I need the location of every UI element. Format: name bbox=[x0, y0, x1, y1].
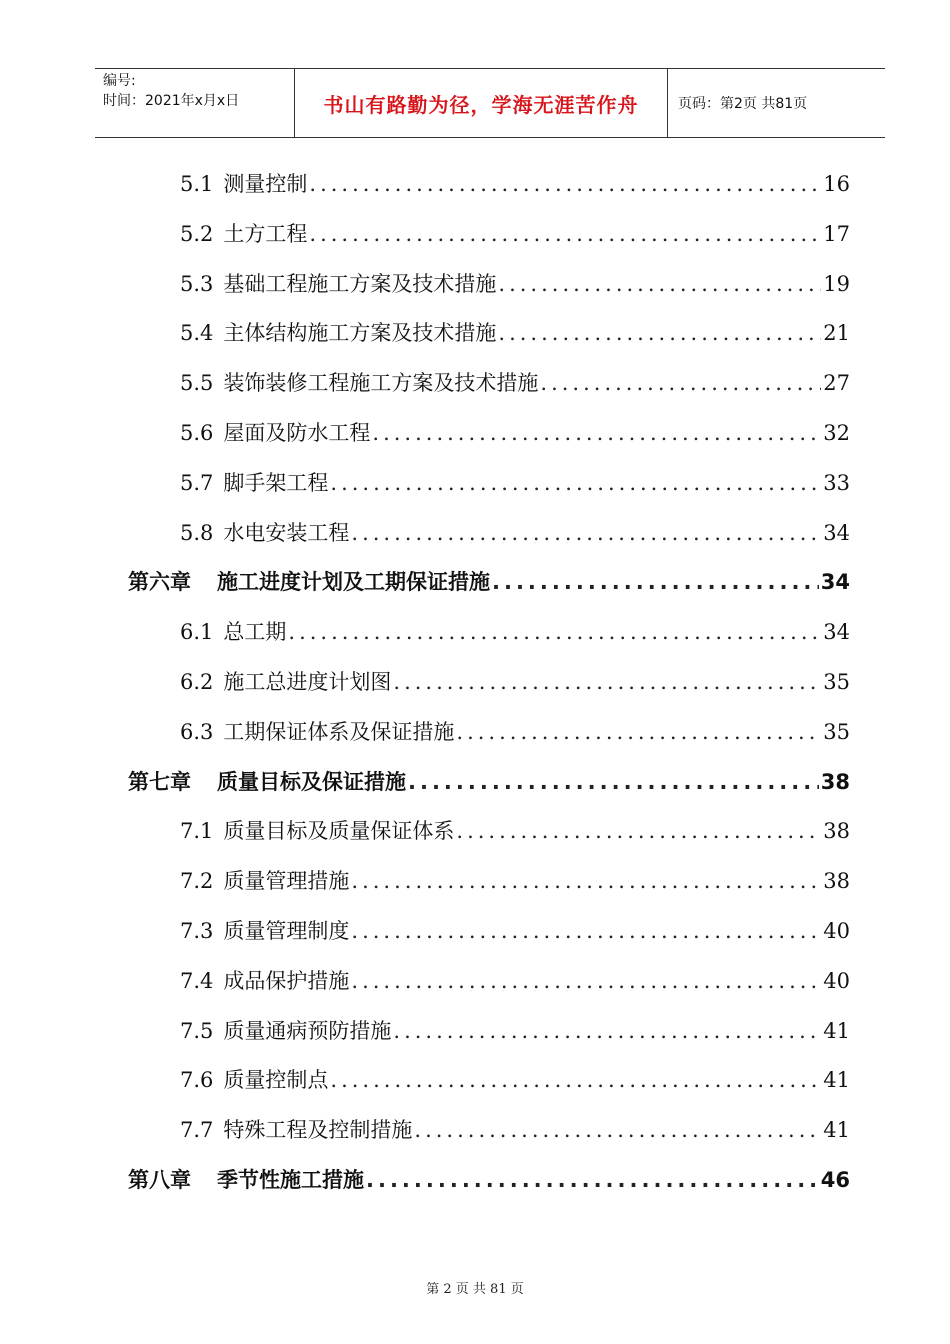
toc-entry-title: 工期保证体系及保证措施 bbox=[223, 719, 455, 744]
toc-entry-number: 5.5 bbox=[180, 371, 214, 396]
page-header bbox=[95, 68, 885, 138]
toc-leader-dots bbox=[456, 819, 821, 843]
toc-entry-title: 施工总进度计划图 bbox=[223, 670, 392, 694]
toc-entry-title: 质量目标及质量保证体系 bbox=[223, 819, 455, 844]
toc-entry-number: 7.2 bbox=[180, 869, 214, 894]
toc-entry-page: 35 bbox=[823, 719, 850, 744]
toc-entry-page: 38 bbox=[823, 819, 850, 844]
toc-leader-dots bbox=[330, 471, 821, 495]
toc-entry-number: 5.2 bbox=[180, 221, 214, 246]
toc-entry-title: 特殊工程及控制措施 bbox=[223, 1118, 413, 1143]
toc-entry-title: 质量管理制度 bbox=[223, 919, 350, 943]
toc-section-entry[interactable] bbox=[180, 865, 850, 897]
toc-leader-dots bbox=[414, 1118, 821, 1142]
toc-entry-title: 屋面及防水工程 bbox=[223, 421, 371, 445]
toc-section-entry[interactable] bbox=[180, 218, 850, 250]
toc-entry-page: 34 bbox=[820, 570, 850, 595]
toc-entry-title: 质量管理措施 bbox=[223, 869, 350, 894]
toc-entry-page: 16 bbox=[823, 172, 850, 196]
toc-entry-title: 主体结构施工方案及技术措施 bbox=[223, 321, 497, 346]
toc-section-entry[interactable] bbox=[180, 467, 850, 499]
toc-leader-dots bbox=[393, 1019, 821, 1043]
toc-entry-number: 6.1 bbox=[180, 620, 214, 645]
toc-leader-dots bbox=[498, 321, 821, 345]
toc-entry-number: 7.6 bbox=[180, 1068, 214, 1093]
toc-leader-dots bbox=[408, 770, 819, 794]
toc-entry-page: 46 bbox=[820, 1168, 850, 1192]
toc-entry-page: 27 bbox=[823, 371, 850, 396]
toc-entry-title: 脚手架工程 bbox=[223, 470, 329, 495]
toc-entry-number: 5.4 bbox=[180, 321, 214, 346]
toc-entry-page: 41 bbox=[823, 1118, 850, 1143]
toc-leader-dots bbox=[288, 620, 821, 644]
toc-leader-dots bbox=[351, 521, 821, 545]
toc-leader-dots bbox=[492, 570, 819, 594]
toc-section-entry[interactable] bbox=[180, 317, 850, 349]
toc-entry-number: 第七章 bbox=[128, 769, 191, 794]
toc-entry-number: 第八章 bbox=[128, 1168, 191, 1192]
toc-leader-dots bbox=[309, 172, 821, 196]
code-label: 编号: bbox=[103, 73, 136, 89]
toc-entry-page: 40 bbox=[823, 919, 850, 943]
toc-section-entry[interactable] bbox=[180, 367, 850, 399]
toc-entry-number: 5.7 bbox=[180, 470, 214, 495]
toc-entry-title: 水电安装工程 bbox=[223, 520, 350, 545]
toc-entry-page: 38 bbox=[820, 769, 850, 794]
toc-leader-dots bbox=[366, 1168, 819, 1192]
toc-section-entry[interactable] bbox=[180, 517, 850, 549]
toc-entry-page: 35 bbox=[823, 670, 850, 694]
toc-leader-dots bbox=[351, 919, 821, 943]
toc-entry-title: 质量控制点 bbox=[223, 1068, 329, 1093]
toc-entry-page: 41 bbox=[823, 1068, 850, 1093]
toc-section-entry[interactable] bbox=[180, 168, 850, 200]
header-motto: 书山有路勤为径，学海无涯苦作舟 bbox=[295, 69, 668, 137]
toc-section-entry[interactable] bbox=[180, 616, 850, 648]
toc-section-entry[interactable] bbox=[180, 965, 850, 997]
toc-leader-dots bbox=[393, 670, 821, 694]
toc-entry-title: 质量通病预防措施 bbox=[223, 1018, 392, 1043]
toc-entry-number: 第六章 bbox=[128, 570, 191, 595]
toc-entry-number: 7.1 bbox=[180, 819, 214, 844]
toc-entry-page: 33 bbox=[823, 470, 850, 495]
toc-entry-page: 41 bbox=[823, 1018, 850, 1043]
toc-entry-number: 5.3 bbox=[180, 271, 214, 296]
toc-entry-title: 基础工程施工方案及技术措施 bbox=[223, 271, 497, 296]
toc-leader-dots bbox=[351, 869, 821, 893]
toc-entry-number: 5.1 bbox=[180, 172, 214, 196]
toc-section-entry[interactable] bbox=[180, 815, 850, 847]
toc-section-entry[interactable] bbox=[180, 1114, 850, 1146]
toc-entry-title: 土方工程 bbox=[223, 221, 308, 246]
toc-entry-title: 测量控制 bbox=[223, 172, 308, 196]
toc-entry-page: 17 bbox=[823, 221, 850, 246]
date-label: 时间：2021年x月x日 bbox=[103, 93, 240, 109]
header-meta bbox=[95, 69, 295, 137]
toc-section-entry[interactable] bbox=[180, 666, 850, 698]
toc-chapter-entry[interactable] bbox=[128, 1164, 850, 1196]
toc-leader-dots bbox=[351, 969, 821, 993]
toc-entry-page: 40 bbox=[823, 968, 850, 993]
header-page-info: 页码：第2页 共81页 bbox=[678, 96, 808, 112]
page-footer: 第 2 页 共 81 页 bbox=[426, 1282, 524, 1297]
toc-entry-title: 质量目标及保证措施 bbox=[217, 769, 406, 794]
toc-entry-number: 7.5 bbox=[180, 1018, 214, 1043]
toc-entry-title: 装饰装修工程施工方案及技术措施 bbox=[223, 371, 539, 396]
toc-entry-title: 成品保护措施 bbox=[223, 968, 350, 993]
toc-section-entry[interactable] bbox=[180, 268, 850, 300]
toc-entry-title: 总工期 bbox=[223, 620, 287, 645]
toc-entry-number: 7.7 bbox=[180, 1118, 214, 1143]
toc-entry-number: 5.8 bbox=[180, 520, 214, 545]
toc-section-entry[interactable] bbox=[180, 915, 850, 947]
toc-leader-dots bbox=[498, 272, 821, 296]
toc-leader-dots bbox=[456, 720, 821, 744]
toc-section-entry[interactable] bbox=[180, 417, 850, 449]
toc-leader-dots bbox=[372, 421, 821, 445]
toc-entry-page: 34 bbox=[823, 620, 850, 645]
toc-leader-dots bbox=[330, 1068, 821, 1092]
toc-section-entry[interactable] bbox=[180, 716, 850, 748]
toc-entry-number: 6.2 bbox=[180, 670, 214, 694]
toc-chapter-entry[interactable] bbox=[128, 766, 850, 798]
toc-entry-page: 21 bbox=[823, 321, 850, 346]
toc-entry-page: 32 bbox=[823, 421, 850, 445]
toc-section-entry[interactable] bbox=[180, 1015, 850, 1047]
toc-entry-number: 7.4 bbox=[180, 968, 214, 993]
toc-entry-page: 38 bbox=[823, 869, 850, 894]
toc-entry-page: 34 bbox=[823, 520, 850, 545]
toc-entry-title: 施工进度计划及工期保证措施 bbox=[217, 570, 490, 595]
toc-entry-title: 季节性施工措施 bbox=[217, 1168, 364, 1192]
toc-entry-number: 5.6 bbox=[180, 421, 214, 445]
toc-entry-number: 7.3 bbox=[180, 919, 214, 943]
toc-entry-number: 6.3 bbox=[180, 719, 214, 744]
toc-entry-page: 19 bbox=[823, 271, 850, 296]
toc-leader-dots bbox=[309, 222, 821, 246]
toc-section-entry[interactable] bbox=[180, 1064, 850, 1096]
toc-chapter-entry[interactable] bbox=[128, 566, 850, 598]
toc-leader-dots bbox=[540, 371, 821, 395]
